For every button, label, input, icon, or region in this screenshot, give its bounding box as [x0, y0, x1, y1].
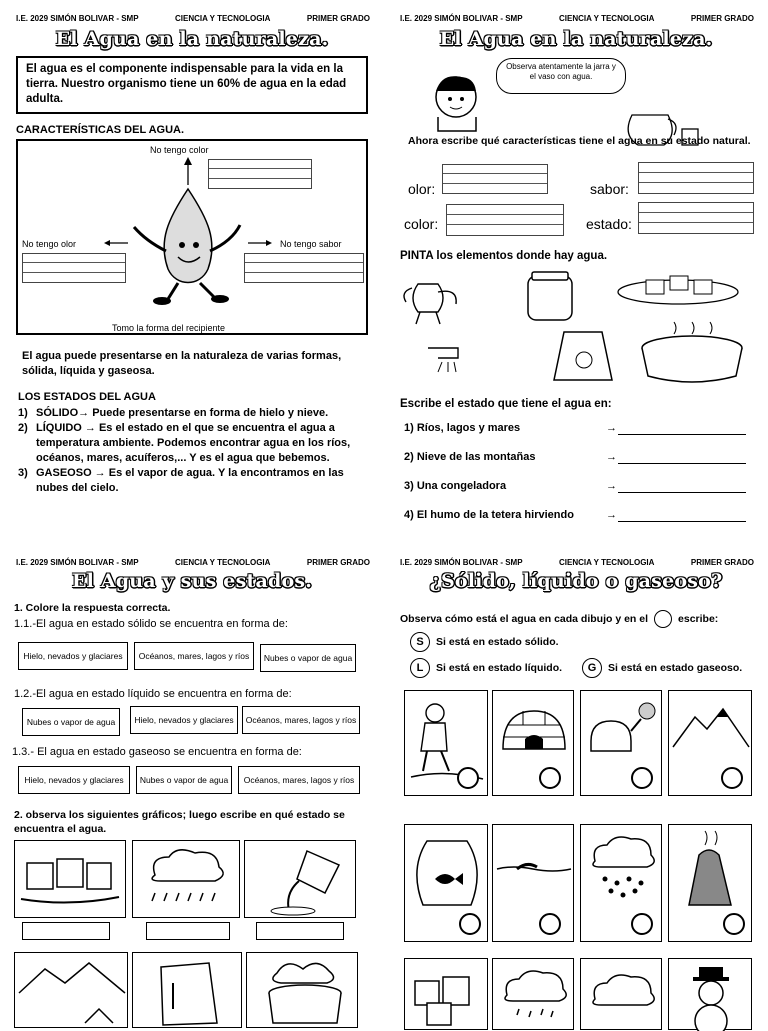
answer-circle[interactable] — [631, 767, 653, 789]
section-heading: CARACTERÍSTICAS DEL AGUA. — [16, 124, 185, 136]
field-estado-label: estado: — [586, 216, 632, 232]
arrow: → — [606, 451, 617, 463]
grade: PRIMER GRADO — [306, 14, 370, 23]
school: I.E. 2029 SIMÓN BOLIVAR - SMP — [16, 14, 139, 23]
instruction-text: Observa cómo está el agua en cada dibujo y en el — [400, 613, 649, 625]
state-item: 1) SÓLIDO→ Puede presentarse en forma de hielo y nieve. — [18, 407, 329, 419]
instruction: Ahora escribe qué características tiene el agua en su estado natural. — [408, 135, 751, 147]
sub-question-3: 1.3.- El agua en estado gaseoso se encuentra en forma de: — [12, 746, 302, 758]
option-button[interactable]: Nubes o vapor de agua — [260, 644, 356, 672]
option-button[interactable]: Océanos, mares, lagos y ríos — [238, 766, 360, 794]
header — [16, 14, 370, 23]
arrow: → — [606, 480, 617, 492]
instruction — [400, 610, 718, 628]
rain-cloud-icon — [133, 841, 241, 917]
write-heading: Escribe el estado que tiene el agua en: — [400, 398, 612, 410]
picture-swimmer — [492, 824, 574, 942]
header — [16, 558, 370, 567]
water-items-drawings-icon — [398, 268, 758, 388]
color-answer-lines[interactable] — [446, 204, 564, 236]
picture-iron-steam — [668, 824, 752, 942]
answer-line-3[interactable] — [618, 492, 746, 493]
answer-line-2[interactable] — [618, 463, 746, 464]
picture-clouds — [580, 958, 662, 1030]
option-button[interactable]: Océanos, mares, lagos y ríos — [242, 706, 360, 734]
item-4: 4) El humo de la tetera hirviendo — [404, 509, 574, 521]
sub-question-1: 1.1.-El agua en estado sólido se encuentra en forma de: — [14, 618, 288, 630]
picture-rain-cloud — [492, 958, 574, 1030]
picture-snowman — [668, 958, 752, 1030]
label-no-sabor: No tengo sabor — [280, 239, 342, 249]
arrow: → — [606, 422, 617, 434]
subject: CIENCIA Y TECNOLOGIA — [559, 14, 655, 23]
answer-circle[interactable] — [459, 913, 481, 935]
key-liquid: L Si está en estado líquido. — [410, 658, 562, 678]
page-title: El Agua en la naturaleza. — [439, 28, 713, 50]
key-solid: S Si está en estado sólido. — [410, 632, 559, 652]
option-button[interactable]: Nubes o vapor de agua — [22, 708, 120, 736]
picture-ice-block — [132, 952, 242, 1028]
instruction-text: escribe: — [678, 613, 719, 625]
sabor-answer-lines[interactable] — [638, 162, 754, 194]
school: I.E. 2029 SIMÓN BOLIVAR - SMP — [16, 558, 139, 567]
pouring-glass-icon — [245, 841, 357, 917]
arrow: → — [606, 509, 617, 521]
worksheet-solido-liquido-gaseoso — [384, 512, 768, 1024]
school: I.E. 2029 SIMÓN BOLIVAR - SMP — [400, 558, 523, 567]
circle-icon — [654, 610, 672, 628]
answer-circle[interactable] — [539, 767, 561, 789]
speech-bubble: Observa atentamente la jarra y el vaso con agua. — [496, 58, 626, 94]
picture-ice-cubes — [14, 840, 126, 918]
label-forma: Tomo la forma del recipiente — [112, 323, 226, 333]
answer-circle[interactable] — [539, 913, 561, 935]
answer-circle[interactable] — [723, 913, 745, 935]
swimmer-icon — [493, 825, 575, 943]
characteristics-diagram — [16, 139, 368, 335]
page-title: ¿Sólido, líquido o gaseoso? — [429, 570, 723, 592]
item-1: 1) Ríos, lagos y mares — [404, 422, 521, 434]
olor-answer-lines[interactable] — [442, 164, 548, 194]
igloo-icon — [493, 691, 575, 797]
picture-boiling-pot — [246, 952, 358, 1028]
header — [400, 14, 754, 23]
state-item: 2) LÍQUIDO → Es el estado en el que se encuentra el agua a temperatura ambiente. Podemos encontrar agua en los ríos, océanos, mares, acuíferos,... Y es el agua que bebemos. — [18, 422, 351, 464]
estado-answer-lines[interactable] — [638, 202, 754, 234]
field-color-label: color: — [404, 216, 439, 232]
water-drop-character-icon — [18, 141, 370, 337]
field-sabor-label: sabor: — [590, 181, 629, 197]
ice-cubes-icon — [405, 959, 489, 1031]
snowman-icon — [669, 959, 753, 1031]
subject: CIENCIA Y TECNOLOGIA — [175, 558, 271, 567]
label-no-color: No tengo color — [150, 145, 209, 155]
ice-cubes-icon — [15, 841, 125, 917]
sub-question-2: 1.2.-El agua en estado líquido se encuentra en forma de: — [14, 688, 292, 700]
picture-hail-cloud — [580, 824, 662, 942]
picture-pouring-glass — [244, 840, 356, 918]
label-no-olor: No tengo olor — [22, 239, 77, 249]
state-item: 3) GASEOSO → Es el vapor de agua. Y la encontramos en las nubes del cielo. — [18, 467, 344, 494]
answer-circle[interactable] — [721, 767, 743, 789]
option-button[interactable]: Hielo, nevados y glaciares — [18, 766, 130, 794]
mountains-icon — [15, 953, 129, 1029]
picture-ice-cubes — [404, 958, 488, 1030]
field-olor-label: olor: — [408, 181, 436, 197]
letter-g-icon: G — [582, 658, 602, 678]
picture-kettle-steam — [580, 690, 662, 796]
key-gas: G Si está en estado gaseoso. — [582, 658, 742, 678]
worksheet-agua-estados — [0, 512, 384, 1024]
school: I.E. 2029 SIMÓN BOLIVAR - SMP — [400, 14, 523, 23]
picture-mountains — [14, 952, 128, 1028]
item-2: 2) Nieve de las montañas — [404, 451, 536, 463]
question-1: 1. Colore la respuesta correcta. — [14, 602, 171, 614]
option-button[interactable]: Hielo, nevados y glaciares — [130, 706, 238, 734]
paint-instruction: PINTA los elementos donde hay agua. — [400, 250, 608, 262]
picture-mountain-snow — [668, 690, 752, 796]
answer-line-1[interactable] — [618, 434, 746, 435]
worksheet-agua-naturaleza-2 — [384, 0, 768, 521]
grade: PRIMER GRADO — [690, 14, 754, 23]
grade: PRIMER GRADO — [690, 558, 754, 567]
states-heading: LOS ESTADOS DEL AGUA — [18, 391, 156, 403]
subject: CIENCIA Y TECNOLOGIA — [175, 14, 271, 23]
clouds-icon — [581, 959, 663, 1031]
option-button[interactable]: Hielo, nevados y glaciares — [18, 642, 128, 670]
item-3: 3) Una congeladora — [404, 480, 507, 492]
question-2: 2. observa los siguientes gráficos; luego escribe en qué estado se encuentra el agua. — [14, 809, 345, 835]
worksheet-agua-naturaleza-1 — [0, 0, 384, 512]
answer-box[interactable] — [146, 922, 230, 940]
forms-text: El agua puede presentarse en la naturaleza de varias formas, sólida, líquida y gaseosa. — [22, 350, 342, 377]
picture-fishbowl — [404, 824, 488, 942]
page-title: El Agua en la naturaleza. — [55, 28, 329, 50]
answer-circle[interactable] — [631, 913, 653, 935]
intro-box: El agua es el componente indispensable para la vida en la tierra. Nuestro organismo tiene un 60% de agua en la edad adulta. — [16, 56, 368, 114]
picture-igloo — [492, 690, 574, 796]
letter-l-icon: L — [410, 658, 430, 678]
boiling-pot-icon — [247, 953, 359, 1029]
picture-rain-cloud — [132, 840, 240, 918]
answer-box[interactable] — [22, 922, 110, 940]
letter-s-icon: S — [410, 632, 430, 652]
header — [400, 558, 754, 567]
rain-cloud-icon — [493, 959, 575, 1031]
option-button[interactable]: Océanos, mares, lagos y ríos — [134, 642, 254, 670]
option-button[interactable]: Nubes o vapor de agua — [136, 766, 232, 794]
subject: CIENCIA Y TECNOLOGIA — [559, 558, 655, 567]
answer-box[interactable] — [256, 922, 344, 940]
picture-child-snow — [404, 690, 488, 796]
grade: PRIMER GRADO — [306, 558, 370, 567]
page-title: El Agua y sus estados. — [71, 570, 313, 592]
ice-block-icon — [133, 953, 243, 1029]
states-list — [18, 406, 368, 496]
answer-circle[interactable] — [457, 767, 479, 789]
